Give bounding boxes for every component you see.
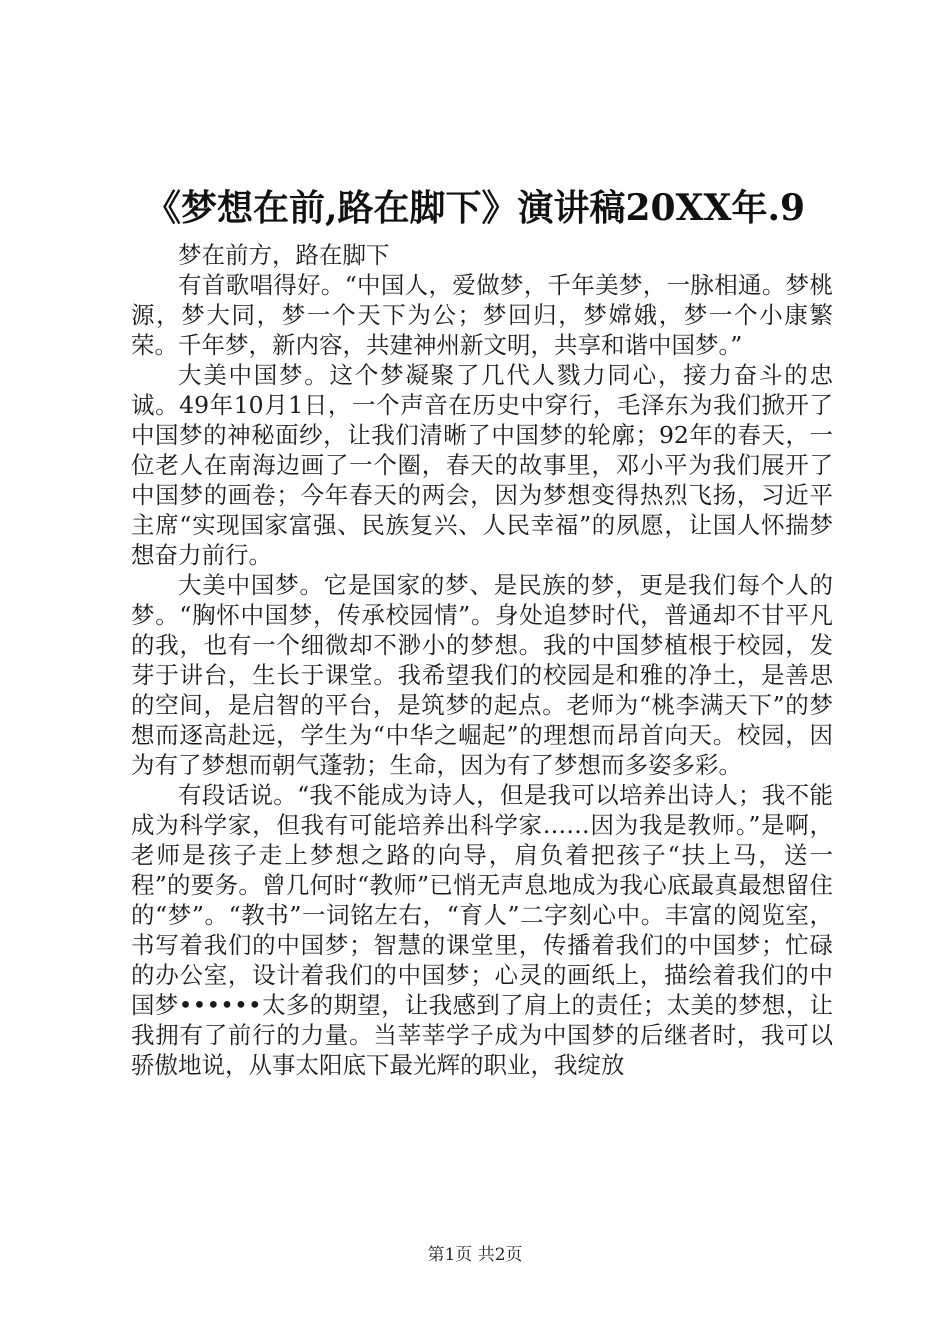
- paragraph: 有首歌唱得好。“中国人，爱做梦，千年美梦，一脉相通。梦桃源，梦大同，梦一个天下为公；梦回归，梦嫦娥，梦一个小康繁荣。千年梦，新内容，共建神州新文明，共享和谐中国梦。”: [131, 271, 833, 359]
- document-body: [131, 240, 833, 1080]
- page-number-footer: 第1页 共2页: [427, 1245, 523, 1265]
- document-title: 《梦想在前,路在脚下》演讲稿20XX年.9: [144, 187, 806, 229]
- paragraph-subtitle: 梦在前方，路在脚下: [178, 241, 390, 269]
- paragraph: 大美中国梦。它是国家的梦、是民族的梦，更是我们每个人的梦。“胸怀中国梦，传承校园情”。身处追梦时代，普通却不甘平凡的我，也有一个细微却不渺小的梦想。我的中国梦植根于校园，发芽于讲台，生长于课堂。我希望我们的校园是和雅的净土，是善思的空间，是启智的平台，是筑梦的起点。老师为“桃李满天下”的梦想而逐高赴远，学生为“中华之崛起”的理想而昂首向天。校园，因为有了梦想而朝气蓬勃；生命，因为有了梦想而多姿多彩。: [131, 571, 833, 779]
- paragraph: 大美中国梦。这个梦凝聚了几代人戮力同心，接力奋斗的忠诚。49年10月1日，一个声音在历史中穿行，毛泽东为我们掀开了中国梦的神秘面纱，让我们清晰了中国梦的轮廓；92年的春天，一位老人在南海边画了一个圈，春天的故事里，邓小平为我们展开了中国梦的画卷；今年春天的两会，因为梦想变得热烈飞扬，习近平主席“实现国家富强、民族复兴、人民幸福”的夙愿，让国人怀揣梦想奋力前行。: [131, 361, 833, 569]
- paragraph: 有段话说。“我不能成为诗人，但是我可以培养出诗人；我不能成为科学家，但我有可能培养出科学家……因为我是教师。”是啊，老师是孩子走上梦想之路的向导，肩负着把孩子“扶上马，送一程”的要务。曾几何时“教师”已悄无声息地成为我心底最真最想留住的“梦”。“教书”一词铭左右，“育人”二字刻心中。丰富的阅览室，书写着我们的中国梦；智慧的课堂里，传播着我们的中国梦；忙碌的办公室，设计着我们的中国梦；心灵的画纸上，描绘着我们的中国梦••••••太多的期望，让我感到了肩上的责任；太美的梦想，让我拥有了前行的力量。当莘莘学子成为中国梦的后继者时，我可以骄傲地说，从事太阳底下最光辉的职业，我绽放: [131, 781, 833, 1079]
